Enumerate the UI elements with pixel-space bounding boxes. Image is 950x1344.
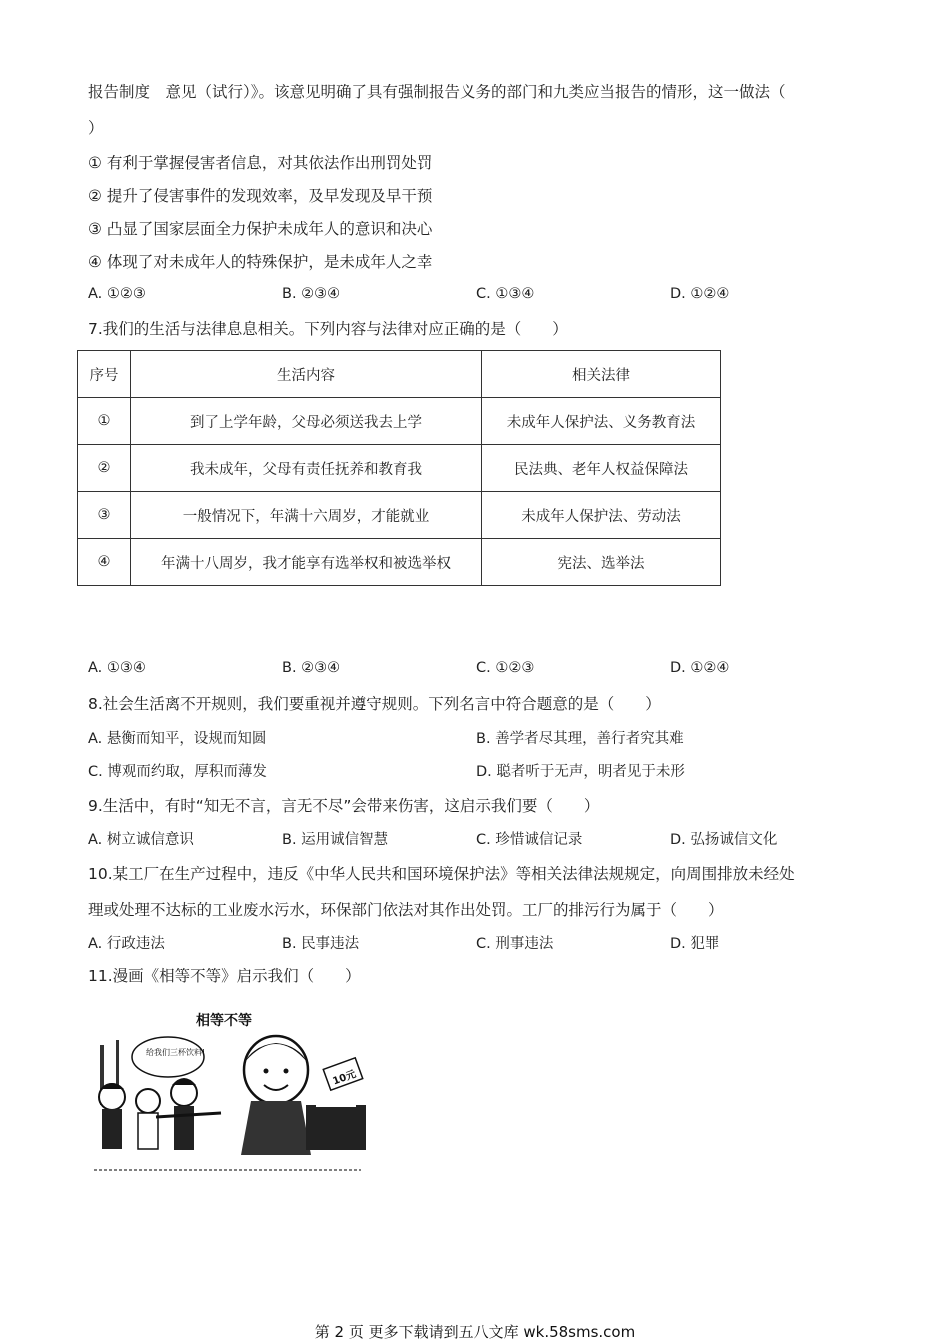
cartoon-image: [86, 1005, 376, 1190]
q10-option-a: A. 行政违法: [88, 936, 165, 952]
q10-option-c: C. 刑事违法: [476, 936, 554, 952]
q10-stem-line1: [88, 862, 795, 884]
q7-option-d: D. ①②④: [670, 660, 730, 676]
q10-option-b: B. 民事违法: [282, 936, 360, 952]
table-cell: 我未成年，父母有责任抚养和教育我: [131, 445, 482, 492]
q6-option-c: C. ①③④: [476, 286, 535, 302]
q8-option-b: B. 善学者尽其理，善行者究其难: [476, 731, 684, 747]
q10-stem-line2: 理或处理不达标的工业废水污水，环保部门依法对其作出处罚。工厂的排污行为属于（ ）: [88, 901, 724, 919]
q10-option-d: D. 犯罪: [670, 936, 720, 952]
q8-option-c: C. 博观而约取，厚积而薄发: [88, 764, 267, 780]
q9-option-c: C. 珍惜诚信记录: [476, 832, 583, 848]
cash-slot: [316, 1103, 356, 1107]
header-cell-content: 生活内容: [131, 351, 482, 398]
small-person-head: [136, 1089, 160, 1113]
table-cell: ①: [78, 398, 131, 445]
table-cell: 民法典、老年人权益保障法: [482, 445, 721, 492]
q10-number: 10.: [88, 865, 113, 883]
q6-statement: ④ 体现了对未成年人的特殊保护，是未成年人之幸: [88, 253, 433, 271]
table-header-row: [78, 351, 721, 398]
table-cell: ④: [78, 539, 131, 586]
q9-option-d: D. 弘扬诚信文化: [670, 832, 778, 848]
q8-option-a: A. 悬衡而知平，设规而知圆: [88, 731, 267, 747]
q6-stem-line1: 报告制度 意见（试行）》。该意见明确了具有强制报告义务的部门和九类应当报告的情形，这一做法（: [88, 83, 786, 101]
q8-stem-text: 社会生活离不开规则，我们要重视并遵守规则。下列名言中符合题意的是（ ）: [102, 695, 661, 713]
q10-stem-text: 某工厂在生产过程中，违反《中华人民共和国环境保护法》等相关法律法规规定，向周围排放未经处: [112, 865, 795, 883]
q9-option-a: A. 树立诚信意识: [88, 832, 194, 848]
header-cell-index: 序号: [78, 351, 131, 398]
q6-statement: ② 提升了侵害事件的发现效率，及早发现及早干预: [88, 187, 433, 205]
q6-option-d: D. ①②④: [670, 286, 730, 302]
q9-number: 9.: [88, 797, 103, 815]
header-cell-law: 相关法律: [482, 351, 721, 398]
table-row: [78, 539, 721, 586]
page-footer: 第 2 页 更多下载请到五八文库 wk.58sms.com: [314, 1323, 636, 1341]
small-person-body: [102, 1109, 122, 1149]
table-cell: 年满十八周岁，我才能享有选举权和被选举权: [131, 539, 482, 586]
small-person-body: [174, 1106, 194, 1150]
big-person-body: [241, 1101, 311, 1155]
q11-stem-text: 漫画《相等不等》启示我们（ ）: [112, 967, 361, 985]
table-cell: ②: [78, 445, 131, 492]
q6-option-a: A. ①②③: [88, 286, 146, 302]
q9-stem: [88, 794, 599, 816]
law-table: [77, 350, 721, 586]
q8-number: 8.: [88, 695, 103, 713]
q8-stem: [88, 692, 661, 714]
q6-statement: ③ 凸显了国家层面全力保护未成年人的意识和决心: [88, 220, 433, 238]
speech-text: 给我们三杯饮料!: [146, 1048, 206, 1057]
q7-number: 7.: [88, 320, 103, 338]
q7-option-c: C. ①②③: [476, 660, 535, 676]
q7-option-a: A. ①③④: [88, 660, 146, 676]
big-person-head: [244, 1036, 308, 1104]
q7-stem: [88, 317, 568, 339]
q7-stem-text: 我们的生活与法律息息相关。下列内容与法律对应正确的是（ ）: [102, 320, 568, 338]
eye: [284, 1069, 289, 1074]
small-person-hair: [172, 1078, 196, 1085]
table-cell: 到了上学年龄，父母必须送我去上学: [131, 398, 482, 445]
table-cell: ③: [78, 492, 131, 539]
table-row: [78, 445, 721, 492]
q8-option-d: D. 聪者听于无声，明者见于未形: [476, 764, 685, 780]
q9-stem-text: 生活中，有时“知无不言，言无不尽”会带来伤害，这启示我们要（ ）: [102, 797, 600, 815]
speech-bubble: [132, 1037, 204, 1077]
q7-option-b: B. ②③④: [282, 660, 341, 676]
q6-statement: ① 有利于掌握侵害者信息，对其依法作出刑罚处罚: [88, 154, 433, 172]
arm-line: [156, 1113, 221, 1117]
q6-option-b: B. ②③④: [282, 286, 341, 302]
table-cell: 一般情况下，年满十六周岁，才能就业: [131, 492, 482, 539]
eye: [264, 1069, 269, 1074]
cash-box: [306, 1105, 366, 1150]
table-row: [78, 492, 721, 539]
table-cell: 未成年人保护法、劳动法: [482, 492, 721, 539]
cartoon-title: 相等不等: [196, 1013, 252, 1029]
q9-option-b: B. 运用诚信智慧: [282, 832, 389, 848]
table-cell: 未成年人保护法、义务教育法: [482, 398, 721, 445]
table-cell: 宪法、选举法: [482, 539, 721, 586]
small-person-body: [138, 1113, 158, 1149]
q11-stem: [88, 964, 361, 986]
price-sign-text: 10元: [331, 1068, 358, 1088]
q11-number: 11.: [88, 967, 113, 985]
table-row: [78, 398, 721, 445]
q6-stem-line2: ）: [88, 119, 104, 137]
